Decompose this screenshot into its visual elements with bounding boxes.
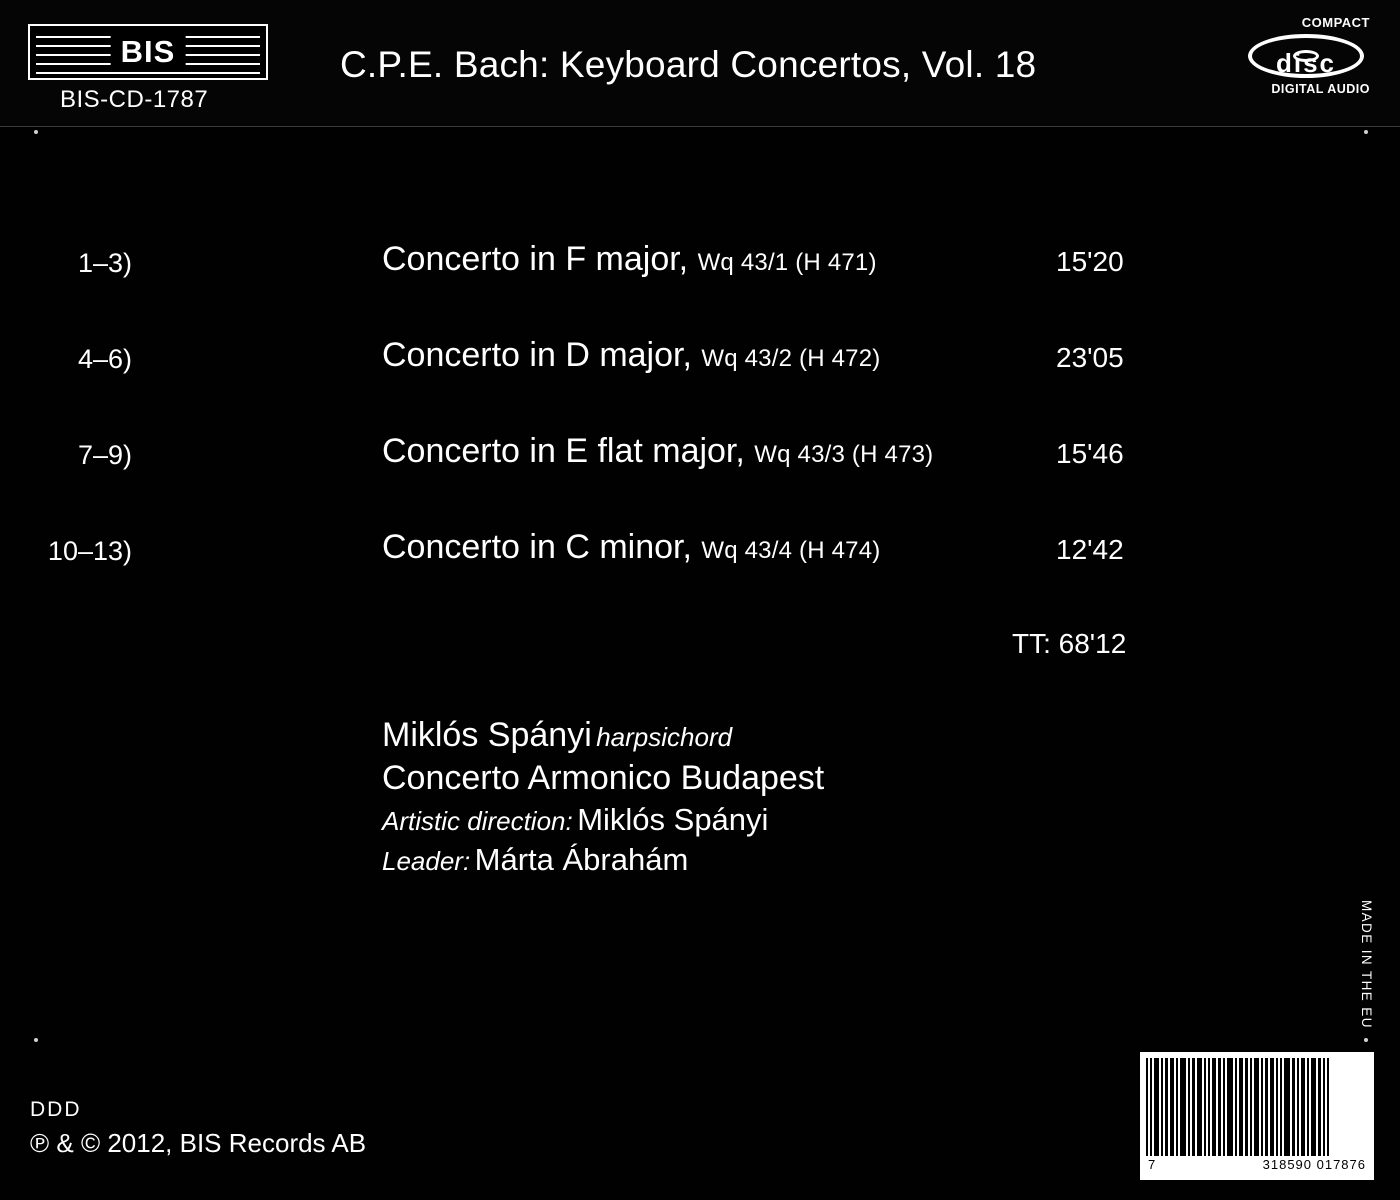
bis-logo-text: BIS	[111, 35, 186, 69]
registration-dot-top-right	[1364, 130, 1368, 134]
compact-disc-logo	[1240, 16, 1372, 108]
registration-dot-bottom-right	[1364, 1038, 1368, 1042]
track-duration: 12'42	[1056, 534, 1124, 565]
leader-label: Leader:	[382, 846, 471, 876]
track-title: Concerto in D major,	[382, 336, 692, 374]
ensemble-name: Concerto Armonico Budapest	[382, 759, 825, 797]
header-bar	[0, 0, 1400, 127]
track-title-line	[382, 240, 877, 279]
track-catalogue: Wq 43/2 (H 472)	[701, 345, 881, 372]
performer-credits	[382, 716, 824, 882]
barcode-digit-rest: 318590 017876	[1262, 1157, 1366, 1172]
leader-name: Márta Ábrahám	[474, 842, 689, 877]
track-row	[0, 236, 1180, 332]
track-catalogue: Wq 43/1 (H 471)	[697, 249, 877, 276]
track-title: Concerto in E flat major,	[382, 432, 745, 470]
track-title-line	[382, 528, 880, 567]
soloist-line	[382, 716, 824, 755]
soloist-name: Miklós Spányi	[382, 716, 592, 754]
track-duration: 15'20	[1056, 246, 1124, 277]
total-time: TT: 68'12	[1012, 628, 1127, 659]
album-title: C.P.E. Bach: Keyboard Concertos, Vol. 18	[340, 44, 1037, 85]
barcode-bars	[1146, 1058, 1368, 1156]
registration-dot-top-left	[34, 130, 38, 134]
cd-logo-bottom-text: DIGITAL AUDIO	[1271, 82, 1370, 96]
registration-dot-bottom-left	[34, 1038, 38, 1042]
cd-logo-top-text: COMPACT	[1301, 15, 1370, 30]
made-in-text: MADE IN THE EU	[1359, 900, 1374, 1029]
track-duration: 23'05	[1056, 342, 1124, 373]
track-row	[0, 428, 1180, 524]
barcode-digit-first: 7	[1148, 1157, 1157, 1172]
barcode	[1140, 1052, 1374, 1180]
track-catalogue: Wq 43/4 (H 474)	[701, 537, 881, 564]
track-duration: 15'46	[1056, 438, 1124, 469]
track-row	[0, 332, 1180, 428]
artistic-direction-name: Miklós Spányi	[577, 802, 769, 837]
ddd-code: DDD	[30, 1098, 82, 1121]
track-catalogue: Wq 43/3 (H 473)	[754, 441, 934, 468]
track-listing	[0, 236, 1180, 620]
track-title-line	[382, 336, 880, 375]
cd-logo-disc-text: disc	[1275, 48, 1337, 78]
soloist-instrument: harpsichord	[596, 722, 733, 752]
track-numbers: 7–9)	[77, 440, 132, 470]
copyright-line: ℗ & © 2012, BIS Records AB	[30, 1128, 367, 1158]
barcode-digits	[1146, 1156, 1368, 1172]
artistic-direction-line	[382, 802, 824, 838]
track-row	[0, 524, 1180, 620]
leader-line	[382, 842, 824, 878]
track-title-line	[382, 432, 933, 471]
track-numbers: 10–13)	[47, 536, 132, 566]
bis-label-logo	[28, 24, 268, 80]
track-numbers: 1–3)	[77, 248, 132, 278]
cd-logo-disc-icon	[1240, 30, 1372, 82]
track-numbers: 4–6)	[77, 344, 132, 374]
catalog-number: BIS-CD-1787	[60, 86, 209, 113]
artistic-direction-label: Artistic direction:	[382, 806, 573, 836]
track-title: Concerto in C minor,	[382, 528, 692, 566]
ensemble-line	[382, 759, 824, 798]
track-title: Concerto in F major,	[382, 240, 689, 278]
